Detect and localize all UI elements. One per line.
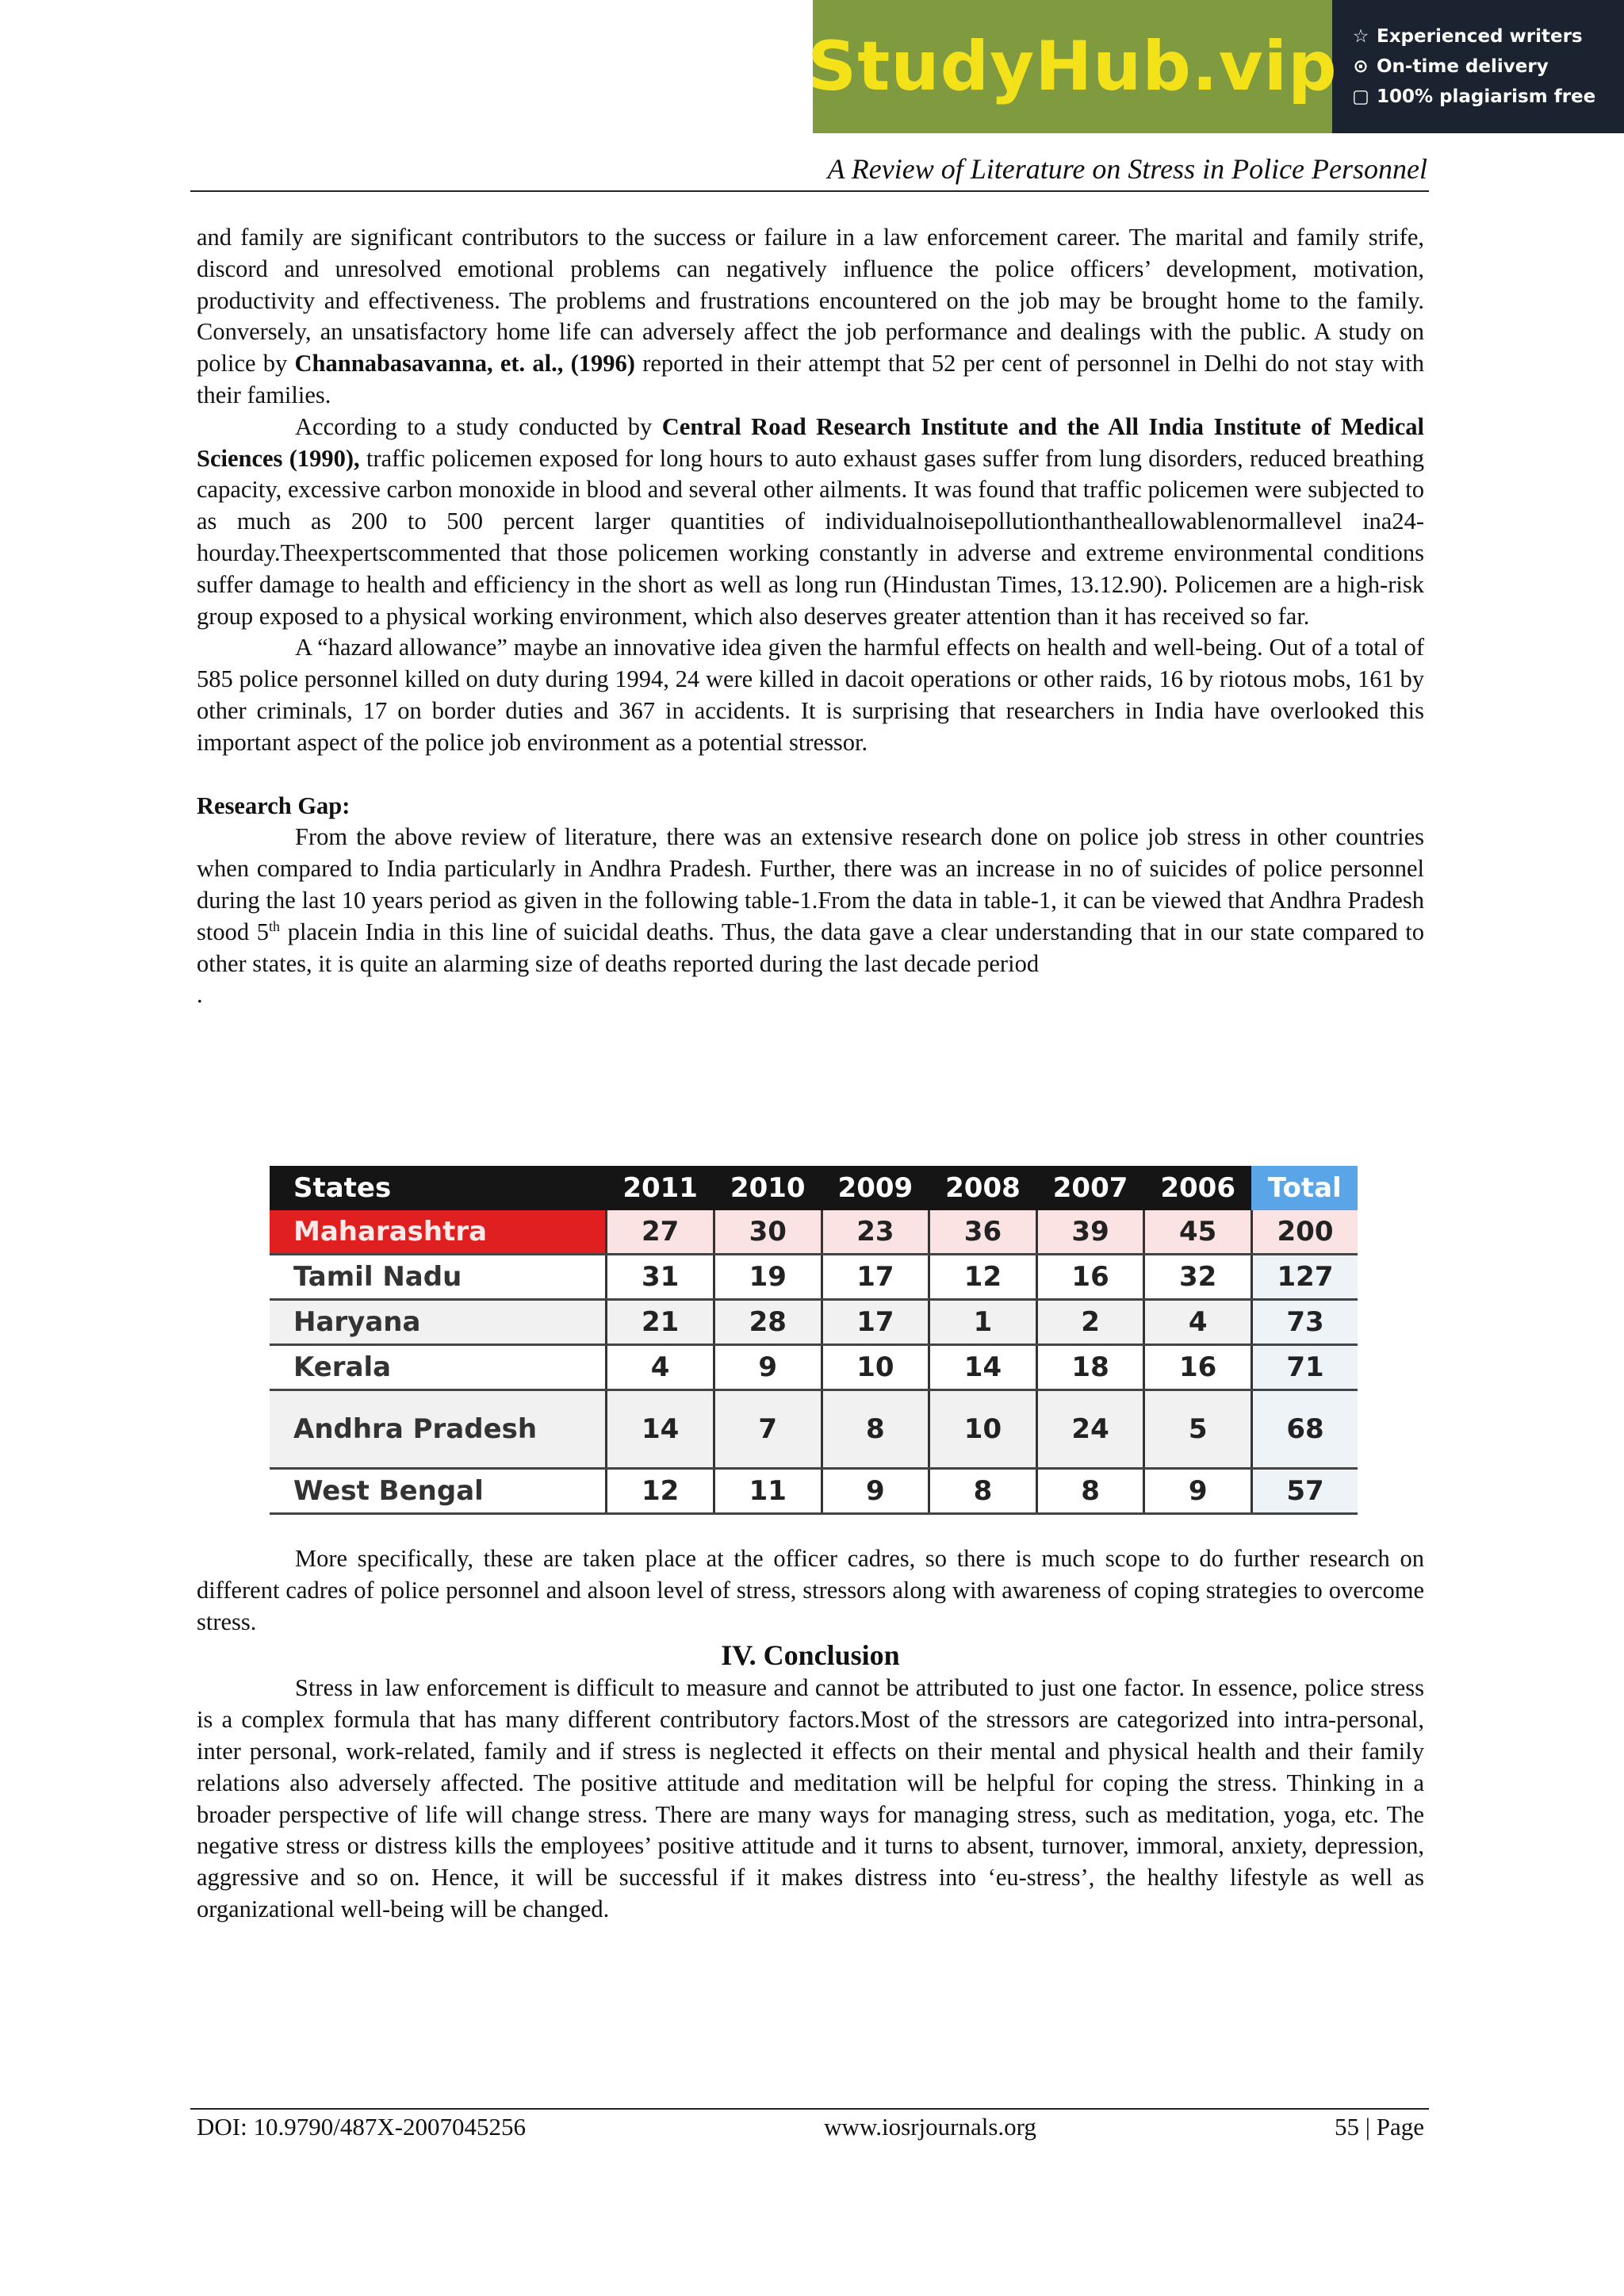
- table-cell-value: 14: [929, 1344, 1037, 1389]
- table-header-total: Total: [1251, 1166, 1358, 1210]
- table-cell-state: Tamil Nadu: [270, 1254, 607, 1299]
- table-cell-value: 8: [1036, 1468, 1144, 1513]
- table-cell-value: 18: [1036, 1344, 1144, 1389]
- table-cell-value: 30: [714, 1210, 822, 1254]
- footer-site: www.iosrjournals.org: [824, 2113, 1036, 2141]
- table-cell-total: 127: [1251, 1254, 1358, 1299]
- table-cell-value: 28: [714, 1299, 822, 1344]
- table-cell-value: 36: [929, 1210, 1037, 1254]
- banner-feature-text: On-time delivery: [1377, 56, 1549, 77]
- table-header-year: 2009: [822, 1166, 929, 1210]
- document-icon: ▢: [1352, 86, 1369, 107]
- table-cell-value: 16: [1036, 1254, 1144, 1299]
- table-cell-value: 24: [1036, 1389, 1144, 1468]
- table-cell-value: 14: [607, 1389, 714, 1468]
- section-heading: IV. Conclusion: [721, 1639, 900, 1672]
- stray-dot: .: [197, 981, 203, 1009]
- table-cell-state: Kerala: [270, 1344, 607, 1389]
- table-header-row: [270, 1166, 1358, 1210]
- table-cell-value: 39: [1036, 1210, 1144, 1254]
- table-cell-state: Maharashtra: [270, 1210, 607, 1254]
- table-cell-value: 17: [822, 1254, 929, 1299]
- article-body-continued: [197, 1543, 1424, 1926]
- table-cell-value: 32: [1144, 1254, 1252, 1299]
- suicide-table-figure: [270, 1166, 1358, 1515]
- table-header-year: 2008: [929, 1166, 1037, 1210]
- paragraph-text: and family are significant contributors to the success or failure in a law enforcement career. The marital and family strife, discord and unresolved emotional problems can negatively influence the police officers’ development, motivation, productivity and effectiveness. The problems and frustrations encountered on the job may be brought home to the family. Conversely, an unsatisfactory home life can adversely affect the job performance and dealings with the public. A study on police by: [197, 224, 1424, 378]
- table-header-year: 2007: [1036, 1166, 1144, 1210]
- table-cell-value: 11: [714, 1468, 822, 1513]
- citation: Central Road Research Institute and the All India Institute of Medical Sciences (1990),: [197, 412, 1424, 472]
- table-cell-value: 2: [1036, 1299, 1144, 1344]
- clock-icon: ⊙: [1353, 56, 1369, 77]
- footer-doi: DOI: 10.9790/487X-2007045256: [197, 2113, 527, 2141]
- banner-feature: [1351, 26, 1624, 47]
- table-cell-value: 1: [929, 1299, 1037, 1344]
- table-cell-value: 4: [607, 1344, 714, 1389]
- paragraph-text: According to a study conducted by: [295, 412, 662, 440]
- spacer: [197, 759, 1424, 791]
- page-footer: [197, 2113, 1424, 2141]
- table-cell-value: 9: [714, 1344, 822, 1389]
- table-row: [270, 1468, 1358, 1513]
- banner-feature-text: Experienced writers: [1377, 26, 1583, 47]
- table-cell-value: 12: [929, 1254, 1037, 1299]
- footer-rule: [190, 2108, 1429, 2110]
- table-header-year: 2010: [714, 1166, 822, 1210]
- banner-feature: [1351, 56, 1624, 77]
- paragraph-text: From the above review of literature, there was an extensive research done on police job stress in other countries when compared to India particularly in Andhra Pradesh. Further, there was an increase in no of suicides of police personnel during the last 10 years period as given in the following table-1.From the data in table-1, it can be viewed that Andhra Pradesh stood 5: [197, 823, 1424, 945]
- table-body: [270, 1210, 1358, 1514]
- star-icon: ☆: [1352, 26, 1369, 47]
- table-cell-value: 9: [1144, 1468, 1252, 1513]
- table-cell-total: 57: [1251, 1468, 1358, 1513]
- paragraph: [197, 822, 1424, 979]
- banner-feature-text: 100% plagiarism free: [1377, 86, 1596, 107]
- header-rule: [190, 190, 1429, 192]
- paragraph: A “hazard allowance” maybe an innovative idea given the harmful effects on health and well-being. Out of a total of 585 police personnel killed on duty during 1994, 24 were killed in dacoit operations or other raids, 16 by riotous mobs, 161 by other criminals, 17 on border duties and 367 in accidents. It is surprising that researchers in India have overlooked this important aspect of the police job environment as a potential stressor.: [197, 634, 1424, 756]
- table-row: [270, 1389, 1358, 1468]
- table-row: [270, 1299, 1358, 1344]
- table-cell-state: Andhra Pradesh: [270, 1389, 607, 1468]
- table-row: [270, 1344, 1358, 1389]
- table-cell-total: 200: [1251, 1210, 1358, 1254]
- article-body: [197, 222, 1424, 1011]
- table-header-year: 2011: [607, 1166, 714, 1210]
- paragraph: [197, 222, 1424, 412]
- footer-page-number: 55 | Page: [1335, 2113, 1424, 2141]
- table-cell-value: 27: [607, 1210, 714, 1254]
- table-cell-state: West Bengal: [270, 1468, 607, 1513]
- paragraph-text: reported in their attempt that 52 per cent of personnel in Delhi do not stay with their families.: [197, 350, 1424, 408]
- table-cell-value: 7: [714, 1389, 822, 1468]
- studyhub-logo[interactable]: [807, 0, 1338, 133]
- table-cell-value: 8: [822, 1389, 929, 1468]
- studyhub-banner[interactable]: [807, 0, 1624, 133]
- table-cell-value: 4: [1144, 1299, 1252, 1344]
- paragraph-text: traffic policemen exposed for long hours to auto exhaust gases suffer from lung disorders, reduced breathing capacity, excessive carbon monoxide in blood and several other ailments. It was found that traffic policemen were subjected to as much as 200 to 500 percent larger quantities of individualnoisepollutionthantheallowablenormallevel ina24-hourday.Theexpertscommented that those policemen working constantly in adverse and extreme environmental conditions suffer damage to health and efficiency in the short as well as long run (Hindustan Times, 13.12.90). Policemen are a high-risk group exposed to a physical working environment, which also deserves greater attention than it has received so far.: [197, 444, 1424, 630]
- table-cell-value: 10: [822, 1344, 929, 1389]
- table-cell-value: 8: [929, 1468, 1037, 1513]
- paragraph: Stress in law enforcement is difficult to measure and cannot be attributed to just one factor. In essence, police stress is a complex formula that has many different contributory factors.Most of the stressors are categorized into intra-personal, inter personal, work-related, family and if stress is neglected it effects on their mental and physical health and their family relations also adversely affected. The positive attitude and meditation will be helpful for coping the stress. Thinking in a broader perspective of life will change stress. There are many ways for managing stress, such as meditation, yoga, etc. The negative stress or distress kills the employees’ positive attitude and it turns to absent, turnover, immoral, anxiety, depression, aggressive and so on. Hence, it will be successful if it makes distress into ‘eu-stress’, the healthy lifestyle as well as organizational well-being will be changed.: [197, 1674, 1424, 1922]
- table-cell-value: 31: [607, 1254, 714, 1299]
- table-cell-value: 10: [929, 1389, 1037, 1468]
- paragraph: More specifically, these are taken place at the officer cadres, so there is much scope to do further research on different cadres of police personnel and alsoon level of stress, stressors along with awareness of coping strategies to overcome stress.: [197, 1545, 1424, 1635]
- paragraph-text: placein India in this line of suicidal deaths. Thus, the data gave a clear understanding that in our state compared to other states, it is quite an alarming size of deaths reported during the last decade period: [197, 918, 1424, 977]
- section-heading: Research Gap:: [197, 792, 350, 819]
- table-header-states: States: [270, 1166, 607, 1210]
- table-header-year: 2006: [1144, 1166, 1252, 1210]
- suicide-table: [270, 1166, 1358, 1515]
- table-cell-value: 19: [714, 1254, 822, 1299]
- banner-feature: [1351, 86, 1624, 107]
- table-cell-total: 68: [1251, 1389, 1358, 1468]
- citation: Channabasavanna, et. al., (1996): [294, 350, 635, 378]
- paragraph: [197, 412, 1424, 633]
- table-cell-total: 71: [1251, 1344, 1358, 1389]
- superscript: th: [269, 918, 281, 934]
- table-cell-value: 5: [1144, 1389, 1252, 1468]
- table-cell-value: 12: [607, 1468, 714, 1513]
- banner-features: [1332, 0, 1624, 133]
- table-cell-value: 23: [822, 1210, 929, 1254]
- table-cell-value: 16: [1144, 1344, 1252, 1389]
- table-cell-value: 21: [607, 1299, 714, 1344]
- table-cell-state: Haryana: [270, 1299, 607, 1344]
- running-head: A Review of Literature on Stress in Police Personnel: [827, 153, 1427, 185]
- studyhub-logo-text: StudyHub.vip: [807, 27, 1338, 106]
- table-cell-value: 9: [822, 1468, 929, 1513]
- table-cell-total: 73: [1251, 1299, 1358, 1344]
- table-cell-value: 45: [1144, 1210, 1252, 1254]
- table-row: [270, 1210, 1358, 1254]
- table-cell-value: 17: [822, 1299, 929, 1344]
- table-row: [270, 1254, 1358, 1299]
